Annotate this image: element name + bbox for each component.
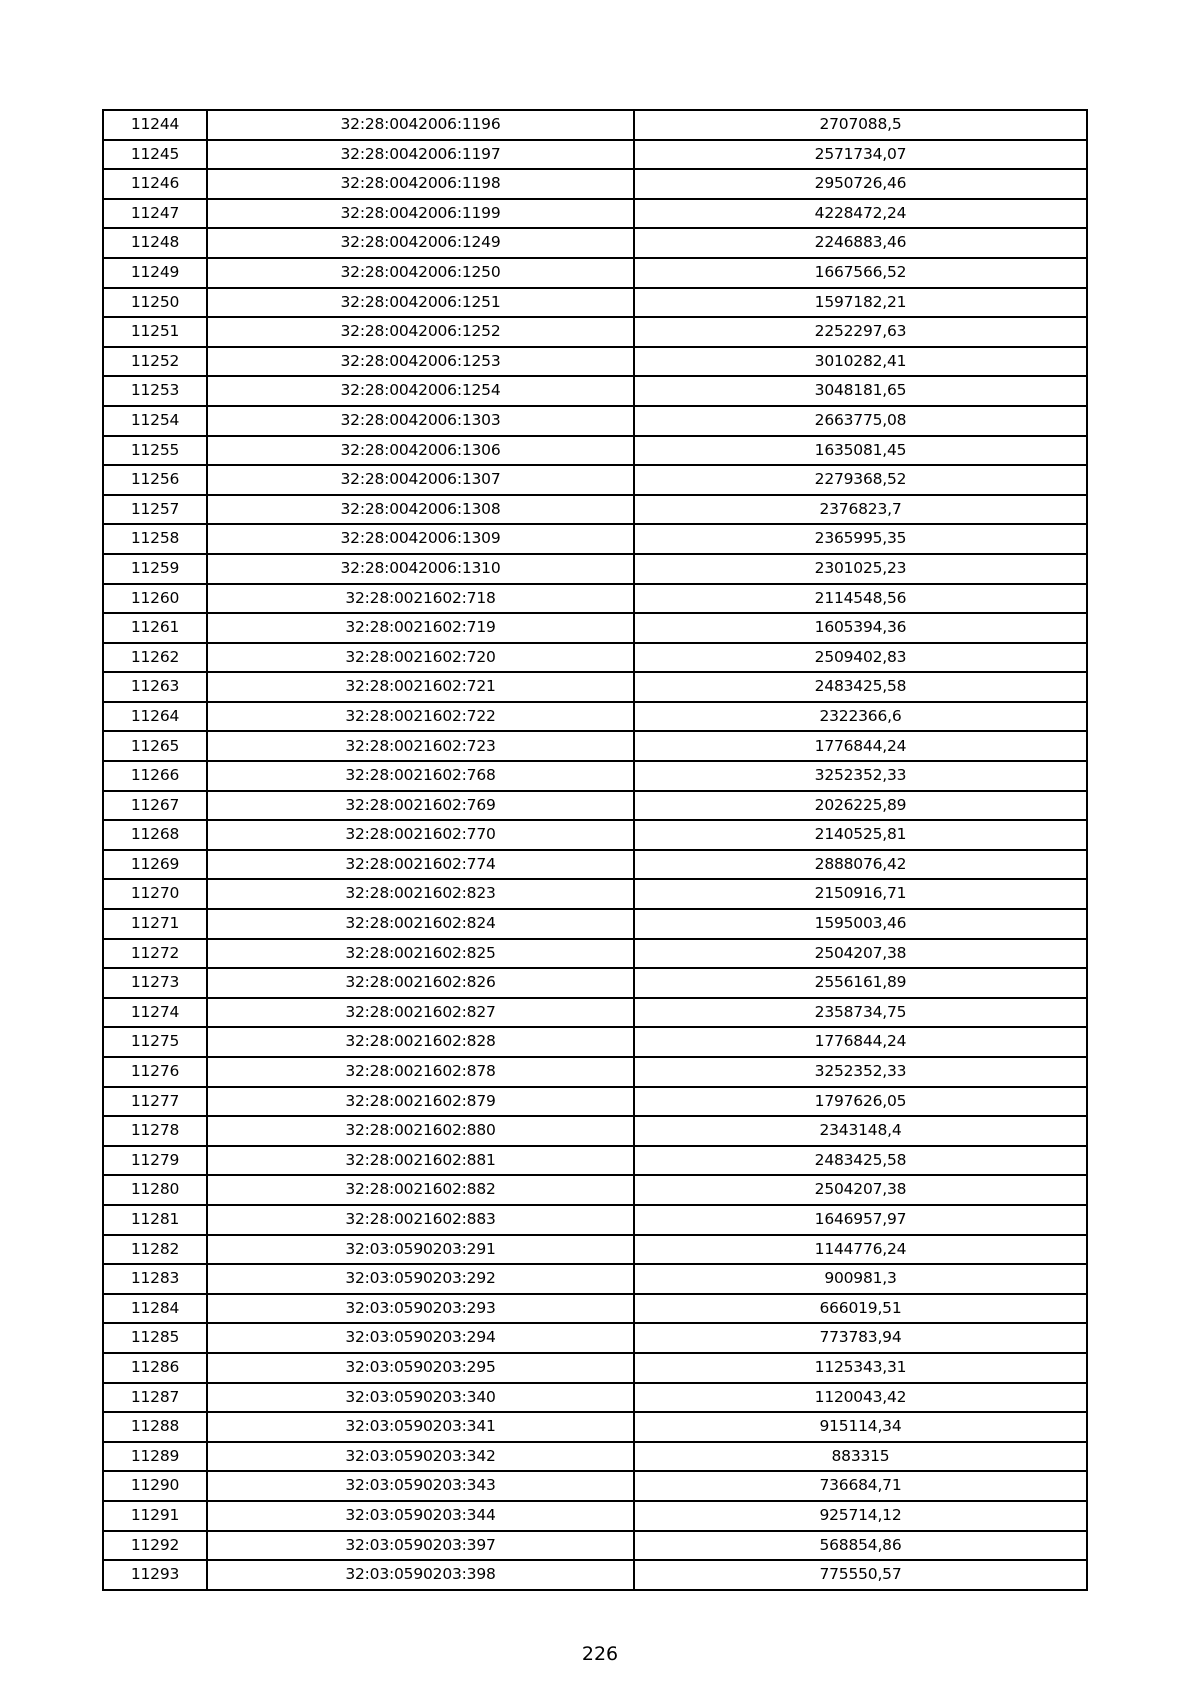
- cadastral-value-cell: 2504207,38: [634, 939, 1087, 969]
- cadastral-number-cell: 32:28:0042006:1196: [207, 110, 634, 140]
- cadastral-value-cell: 3010282,41: [634, 347, 1087, 377]
- table-row: [103, 613, 1087, 643]
- cadastral-value-cell: 2483425,58: [634, 672, 1087, 702]
- cadastral-number-cell: 32:28:0021602:719: [207, 613, 634, 643]
- cadastral-number-cell: 32:28:0042006:1310: [207, 554, 634, 584]
- cadastral-value-cell: 2246883,46: [634, 228, 1087, 258]
- row-number-cell: 11249: [103, 258, 207, 288]
- cadastral-value-cell: 2483425,58: [634, 1146, 1087, 1176]
- row-number-cell: 11260: [103, 584, 207, 614]
- cadastral-number-cell: 32:28:0021602:878: [207, 1057, 634, 1087]
- table-row: [103, 1531, 1087, 1561]
- table-row: [103, 288, 1087, 318]
- table-row: [103, 1560, 1087, 1590]
- cadastral-number-cell: 32:28:0042006:1253: [207, 347, 634, 377]
- row-number-cell: 11245: [103, 140, 207, 170]
- cadastral-value-cell: 568854,86: [634, 1531, 1087, 1561]
- row-number-cell: 11248: [103, 228, 207, 258]
- cadastral-number-cell: 32:28:0042006:1249: [207, 228, 634, 258]
- cadastral-value-cell: 2888076,42: [634, 850, 1087, 880]
- cadastral-value-table: [102, 109, 1088, 1591]
- row-number-cell: 11285: [103, 1323, 207, 1353]
- row-number-cell: 11290: [103, 1471, 207, 1501]
- row-number-cell: 11291: [103, 1501, 207, 1531]
- row-number-cell: 11277: [103, 1087, 207, 1117]
- cadastral-number-cell: 32:28:0042006:1309: [207, 524, 634, 554]
- cadastral-number-cell: 32:28:0042006:1252: [207, 317, 634, 347]
- cadastral-number-cell: 32:28:0021602:879: [207, 1087, 634, 1117]
- cadastral-number-cell: 32:28:0021602:883: [207, 1205, 634, 1235]
- table-row: [103, 584, 1087, 614]
- cadastral-value-cell: 1635081,45: [634, 436, 1087, 466]
- table-row: [103, 1501, 1087, 1531]
- row-number-cell: 11284: [103, 1294, 207, 1324]
- row-number-cell: 11279: [103, 1146, 207, 1176]
- cadastral-number-cell: 32:28:0042006:1251: [207, 288, 634, 318]
- table-row: [103, 731, 1087, 761]
- table-row: [103, 1235, 1087, 1265]
- table-row: [103, 791, 1087, 821]
- cadastral-number-cell: 32:28:0021602:770: [207, 820, 634, 850]
- cadastral-value-cell: 1667566,52: [634, 258, 1087, 288]
- table-row: [103, 1294, 1087, 1324]
- table-row: [103, 1442, 1087, 1472]
- cadastral-value-cell: 2571734,07: [634, 140, 1087, 170]
- cadastral-value-cell: 2376823,7: [634, 495, 1087, 525]
- cadastral-number-cell: 32:28:0021602:827: [207, 998, 634, 1028]
- cadastral-number-cell: 32:28:0021602:720: [207, 643, 634, 673]
- row-number-cell: 11286: [103, 1353, 207, 1383]
- row-number-cell: 11289: [103, 1442, 207, 1472]
- table-row: [103, 1412, 1087, 1442]
- cadastral-value-cell: 2252297,63: [634, 317, 1087, 347]
- table-row: [103, 1087, 1087, 1117]
- cadastral-value-cell: 4228472,24: [634, 199, 1087, 229]
- cadastral-number-cell: 32:28:0021602:718: [207, 584, 634, 614]
- cadastral-number-cell: 32:28:0042006:1250: [207, 258, 634, 288]
- table-row: [103, 1264, 1087, 1294]
- row-number-cell: 11257: [103, 495, 207, 525]
- table-row: [103, 465, 1087, 495]
- table-row: [103, 672, 1087, 702]
- table-row: [103, 347, 1087, 377]
- cadastral-value-cell: 2140525,81: [634, 820, 1087, 850]
- cadastral-number-cell: 32:28:0021602:882: [207, 1175, 634, 1205]
- cadastral-number-cell: 32:03:0590203:293: [207, 1294, 634, 1324]
- table-row: [103, 495, 1087, 525]
- cadastral-number-cell: 32:28:0042006:1197: [207, 140, 634, 170]
- cadastral-number-cell: 32:03:0590203:292: [207, 1264, 634, 1294]
- table-row: [103, 909, 1087, 939]
- table-row: [103, 554, 1087, 584]
- table-row: [103, 1353, 1087, 1383]
- cadastral-value-cell: 3048181,65: [634, 376, 1087, 406]
- cadastral-value-cell: 1125343,31: [634, 1353, 1087, 1383]
- row-number-cell: 11268: [103, 820, 207, 850]
- cadastral-value-cell: 2150916,71: [634, 879, 1087, 909]
- cadastral-value-cell: 1797626,05: [634, 1087, 1087, 1117]
- cadastral-value-cell: 3252352,33: [634, 761, 1087, 791]
- cadastral-value-cell: 2301025,23: [634, 554, 1087, 584]
- row-number-cell: 11254: [103, 406, 207, 436]
- row-number-cell: 11269: [103, 850, 207, 880]
- cadastral-value-cell: 773783,94: [634, 1323, 1087, 1353]
- cadastral-value-cell: 1120043,42: [634, 1383, 1087, 1413]
- table-row: [103, 1175, 1087, 1205]
- cadastral-value-cell: 1595003,46: [634, 909, 1087, 939]
- table-row: [103, 1146, 1087, 1176]
- row-number-cell: 11246: [103, 169, 207, 199]
- cadastral-number-cell: 32:28:0021602:881: [207, 1146, 634, 1176]
- cadastral-number-cell: 32:03:0590203:341: [207, 1412, 634, 1442]
- row-number-cell: 11250: [103, 288, 207, 318]
- cadastral-value-cell: 2358734,75: [634, 998, 1087, 1028]
- cadastral-value-cell: 1776844,24: [634, 1027, 1087, 1057]
- cadastral-number-cell: 32:28:0021602:722: [207, 702, 634, 732]
- row-number-cell: 11255: [103, 436, 207, 466]
- cadastral-number-cell: 32:28:0021602:826: [207, 968, 634, 998]
- table-row: [103, 643, 1087, 673]
- cadastral-number-cell: 32:03:0590203:295: [207, 1353, 634, 1383]
- table-row: [103, 702, 1087, 732]
- cadastral-number-cell: 32:28:0042006:1306: [207, 436, 634, 466]
- table-row: [103, 998, 1087, 1028]
- table-row: [103, 850, 1087, 880]
- cadastral-number-cell: 32:03:0590203:398: [207, 1560, 634, 1590]
- table-row: [103, 258, 1087, 288]
- table-row: [103, 820, 1087, 850]
- cadastral-value-cell: 1144776,24: [634, 1235, 1087, 1265]
- cadastral-number-cell: 32:03:0590203:343: [207, 1471, 634, 1501]
- cadastral-number-cell: 32:28:0042006:1303: [207, 406, 634, 436]
- cadastral-value-cell: 900981,3: [634, 1264, 1087, 1294]
- cadastral-value-cell: 1646957,97: [634, 1205, 1087, 1235]
- cadastral-value-cell: 2509402,83: [634, 643, 1087, 673]
- cadastral-value-cell: 775550,57: [634, 1560, 1087, 1590]
- cadastral-value-cell: 1776844,24: [634, 731, 1087, 761]
- cadastral-value-cell: 2279368,52: [634, 465, 1087, 495]
- cadastral-value-cell: 915114,34: [634, 1412, 1087, 1442]
- cadastral-number-cell: 32:28:0021602:774: [207, 850, 634, 880]
- cadastral-value-cell: 666019,51: [634, 1294, 1087, 1324]
- cadastral-value-cell: 2950726,46: [634, 169, 1087, 199]
- cadastral-value-cell: 883315: [634, 1442, 1087, 1472]
- row-number-cell: 11274: [103, 998, 207, 1028]
- cadastral-number-cell: 32:28:0042006:1199: [207, 199, 634, 229]
- row-number-cell: 11244: [103, 110, 207, 140]
- table-row: [103, 1383, 1087, 1413]
- row-number-cell: 11283: [103, 1264, 207, 1294]
- row-number-cell: 11292: [103, 1531, 207, 1561]
- table-row: [103, 968, 1087, 998]
- row-number-cell: 11271: [103, 909, 207, 939]
- table-row: [103, 110, 1087, 140]
- row-number-cell: 11287: [103, 1383, 207, 1413]
- table-row: [103, 169, 1087, 199]
- cadastral-number-cell: 32:03:0590203:397: [207, 1531, 634, 1561]
- row-number-cell: 11276: [103, 1057, 207, 1087]
- table-row: [103, 228, 1087, 258]
- row-number-cell: 11258: [103, 524, 207, 554]
- cadastral-number-cell: 32:28:0021602:823: [207, 879, 634, 909]
- cadastral-value-cell: 2707088,5: [634, 110, 1087, 140]
- row-number-cell: 11273: [103, 968, 207, 998]
- row-number-cell: 11265: [103, 731, 207, 761]
- table-row: [103, 1027, 1087, 1057]
- table-row: [103, 761, 1087, 791]
- row-number-cell: 11282: [103, 1235, 207, 1265]
- cadastral-number-cell: 32:28:0021602:769: [207, 791, 634, 821]
- row-number-cell: 11252: [103, 347, 207, 377]
- cadastral-value-cell: 2322366,6: [634, 702, 1087, 732]
- row-number-cell: 11261: [103, 613, 207, 643]
- cadastral-number-cell: 32:28:0021602:824: [207, 909, 634, 939]
- table-row: [103, 1057, 1087, 1087]
- cadastral-value-cell: 2663775,08: [634, 406, 1087, 436]
- row-number-cell: 11266: [103, 761, 207, 791]
- cadastral-value-cell: 2556161,89: [634, 968, 1087, 998]
- row-number-cell: 11256: [103, 465, 207, 495]
- cadastral-number-cell: 32:28:0042006:1308: [207, 495, 634, 525]
- row-number-cell: 11262: [103, 643, 207, 673]
- cadastral-number-cell: 32:28:0021602:828: [207, 1027, 634, 1057]
- table-row: [103, 1323, 1087, 1353]
- cadastral-number-cell: 32:03:0590203:342: [207, 1442, 634, 1472]
- cadastral-value-cell: 1605394,36: [634, 613, 1087, 643]
- cadastral-value-cell: 3252352,33: [634, 1057, 1087, 1087]
- row-number-cell: 11270: [103, 879, 207, 909]
- cadastral-value-cell: 925714,12: [634, 1501, 1087, 1531]
- row-number-cell: 11263: [103, 672, 207, 702]
- cadastral-value-cell: 2343148,4: [634, 1116, 1087, 1146]
- table-row: [103, 140, 1087, 170]
- cadastral-number-cell: 32:03:0590203:291: [207, 1235, 634, 1265]
- table-row: [103, 1471, 1087, 1501]
- cadastral-number-cell: 32:03:0590203:294: [207, 1323, 634, 1353]
- cadastral-number-cell: 32:28:0021602:768: [207, 761, 634, 791]
- row-number-cell: 11278: [103, 1116, 207, 1146]
- cadastral-number-cell: 32:28:0021602:880: [207, 1116, 634, 1146]
- cadastral-value-cell: 2114548,56: [634, 584, 1087, 614]
- table-row: [103, 939, 1087, 969]
- page-number: 226: [581, 1643, 619, 1665]
- cadastral-number-cell: 32:28:0021602:825: [207, 939, 634, 969]
- cadastral-number-cell: 32:28:0021602:721: [207, 672, 634, 702]
- cadastral-value-cell: 1597182,21: [634, 288, 1087, 318]
- row-number-cell: 11259: [103, 554, 207, 584]
- cadastral-number-cell: 32:28:0021602:723: [207, 731, 634, 761]
- row-number-cell: 11293: [103, 1560, 207, 1590]
- row-number-cell: 11280: [103, 1175, 207, 1205]
- row-number-cell: 11253: [103, 376, 207, 406]
- table-row: [103, 1116, 1087, 1146]
- cadastral-number-cell: 32:28:0042006:1307: [207, 465, 634, 495]
- row-number-cell: 11251: [103, 317, 207, 347]
- row-number-cell: 11267: [103, 791, 207, 821]
- row-number-cell: 11288: [103, 1412, 207, 1442]
- table-row: [103, 1205, 1087, 1235]
- cadastral-value-cell: 2504207,38: [634, 1175, 1087, 1205]
- table-row: [103, 436, 1087, 466]
- table-row: [103, 376, 1087, 406]
- cadastral-number-cell: 32:28:0042006:1254: [207, 376, 634, 406]
- table-row: [103, 199, 1087, 229]
- row-number-cell: 11264: [103, 702, 207, 732]
- row-number-cell: 11272: [103, 939, 207, 969]
- table-row: [103, 317, 1087, 347]
- table-row: [103, 406, 1087, 436]
- cadastral-number-cell: 32:03:0590203:344: [207, 1501, 634, 1531]
- row-number-cell: 11281: [103, 1205, 207, 1235]
- cadastral-number-cell: 32:28:0042006:1198: [207, 169, 634, 199]
- row-number-cell: 11275: [103, 1027, 207, 1057]
- cadastral-value-cell: 736684,71: [634, 1471, 1087, 1501]
- cadastral-number-cell: 32:03:0590203:340: [207, 1383, 634, 1413]
- table-row: [103, 524, 1087, 554]
- table-row: [103, 879, 1087, 909]
- cadastral-value-cell: 2365995,35: [634, 524, 1087, 554]
- row-number-cell: 11247: [103, 199, 207, 229]
- cadastral-value-cell: 2026225,89: [634, 791, 1087, 821]
- table-body: [103, 110, 1087, 1590]
